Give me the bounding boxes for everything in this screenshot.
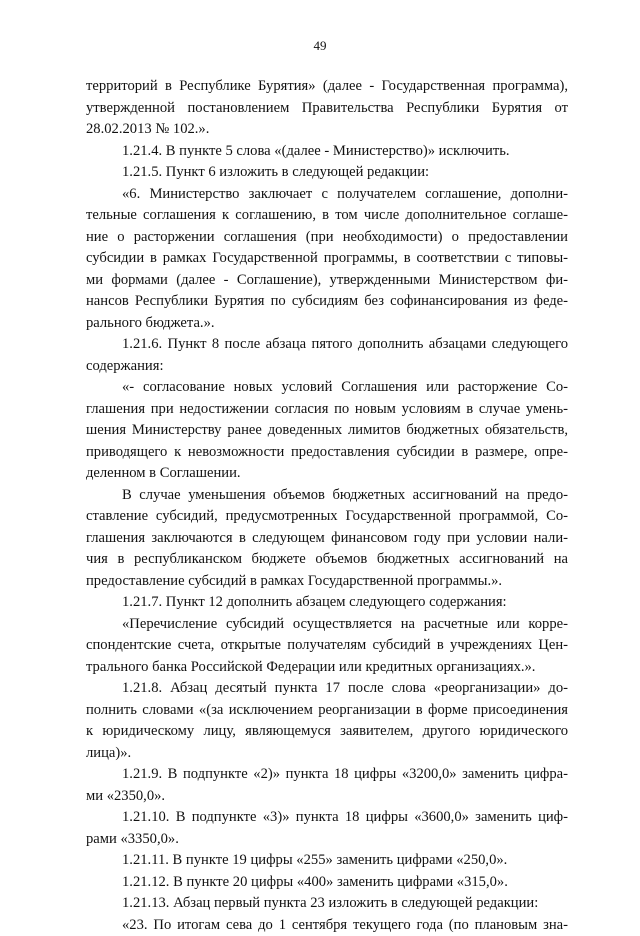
text-line: лица)». <box>86 743 568 765</box>
text-line: ми формами (далее - Соглашение), утвержденными Министерством фи- <box>86 270 568 292</box>
text-line: спондентские счета, открытые получателям субсидий в учреждениях Цен- <box>86 635 568 657</box>
text-line: ми «2350,0». <box>86 786 568 808</box>
text-line: чия в республиканском бюджете объемов бюджетных ассигнований на <box>86 549 568 571</box>
text-line: субсидии в рамках Государственной программы, в соответствии с типовы- <box>86 248 568 270</box>
text-line: 1.21.13. Абзац первый пункта 23 изложить в следующей редакции: <box>86 893 568 915</box>
text-line: 1.21.10. В подпункте «3)» пункта 18 цифры «3600,0» заменить циф- <box>86 807 568 829</box>
text-line: «- согласование новых условий Соглашения или расторжение Со- <box>86 377 568 399</box>
text-line: В случае уменьшения объемов бюджетных ассигнований на предо- <box>86 485 568 507</box>
text-line: 1.21.9. В подпункте «2)» пункта 18 цифры «3200,0» заменить цифра- <box>86 764 568 786</box>
text-line: шения Министерству ранее доведенных лимитов бюджетных обязательств, <box>86 420 568 442</box>
text-line: рального бюджета.». <box>86 313 568 335</box>
text-line: глашения заключаются в следующем финансовом году при условии нали- <box>86 528 568 550</box>
text-line: 1.21.5. Пункт 6 изложить в следующей редакции: <box>86 162 568 184</box>
text-line: глашения при недостижении согласия по новым условиям в случае умень- <box>86 399 568 421</box>
text-line: полнить словами «(за исключением реорганизации в форме присоединения <box>86 700 568 722</box>
text-line: 28.02.2013 № 102.». <box>86 119 568 141</box>
text-line: «Перечисление субсидий осуществляется на расчетные или корре- <box>86 614 568 636</box>
text-line: ставление субсидий, предусмотренных Государственной программой, Со- <box>86 506 568 528</box>
text-line: тельные соглашения к соглашению, в том числе дополнительное соглаше- <box>86 205 568 227</box>
page-number: 49 <box>0 38 640 54</box>
text-line: утвержденной постановлением Правительства Республики Бурятия от <box>86 98 568 120</box>
text-line: 1.21.12. В пункте 20 цифры «400» заменить цифрами «315,0». <box>86 872 568 894</box>
text-line: 1.21.11. В пункте 19 цифры «255» заменить цифрами «250,0». <box>86 850 568 872</box>
text-line: трального банка Российской Федерации или кредитных организациях.». <box>86 657 568 679</box>
text-line: территорий в Республике Бурятия» (далее - Государственная программа), <box>86 76 568 98</box>
text-line: 1.21.6. Пункт 8 после абзаца пятого дополнить абзацами следующего <box>86 334 568 356</box>
text-line: «23. По итогам сева до 1 сентября текущего года (по плановым зна- <box>86 915 568 936</box>
text-line: 1.21.4. В пункте 5 слова «(далее - Министерство)» исключить. <box>86 141 568 163</box>
text-line: предоставление субсидий в рамках Государственной программы.». <box>86 571 568 593</box>
text-line: приводящего к невозможности предоставления субсидии в размере, опре- <box>86 442 568 464</box>
text-line: деленном в Соглашении. <box>86 463 568 485</box>
text-line: нансов Республики Бурятия по субсидиям без софинансирования из феде- <box>86 291 568 313</box>
text-line: к юридическому лицу, являющемуся заявителем, другого юридического <box>86 721 568 743</box>
document-body <box>86 76 568 936</box>
text-line: рами «3350,0». <box>86 829 568 851</box>
text-line: 1.21.7. Пункт 12 дополнить абзацем следующего содержания: <box>86 592 568 614</box>
text-line: «6. Министерство заключает с получателем соглашение, дополни- <box>86 184 568 206</box>
text-line: ние о расторжении соглашения (при необходимости) о предоставлении <box>86 227 568 249</box>
text-line: содержания: <box>86 356 568 378</box>
text-line: 1.21.8. Абзац десятый пункта 17 после слова «реорганизации» до- <box>86 678 568 700</box>
